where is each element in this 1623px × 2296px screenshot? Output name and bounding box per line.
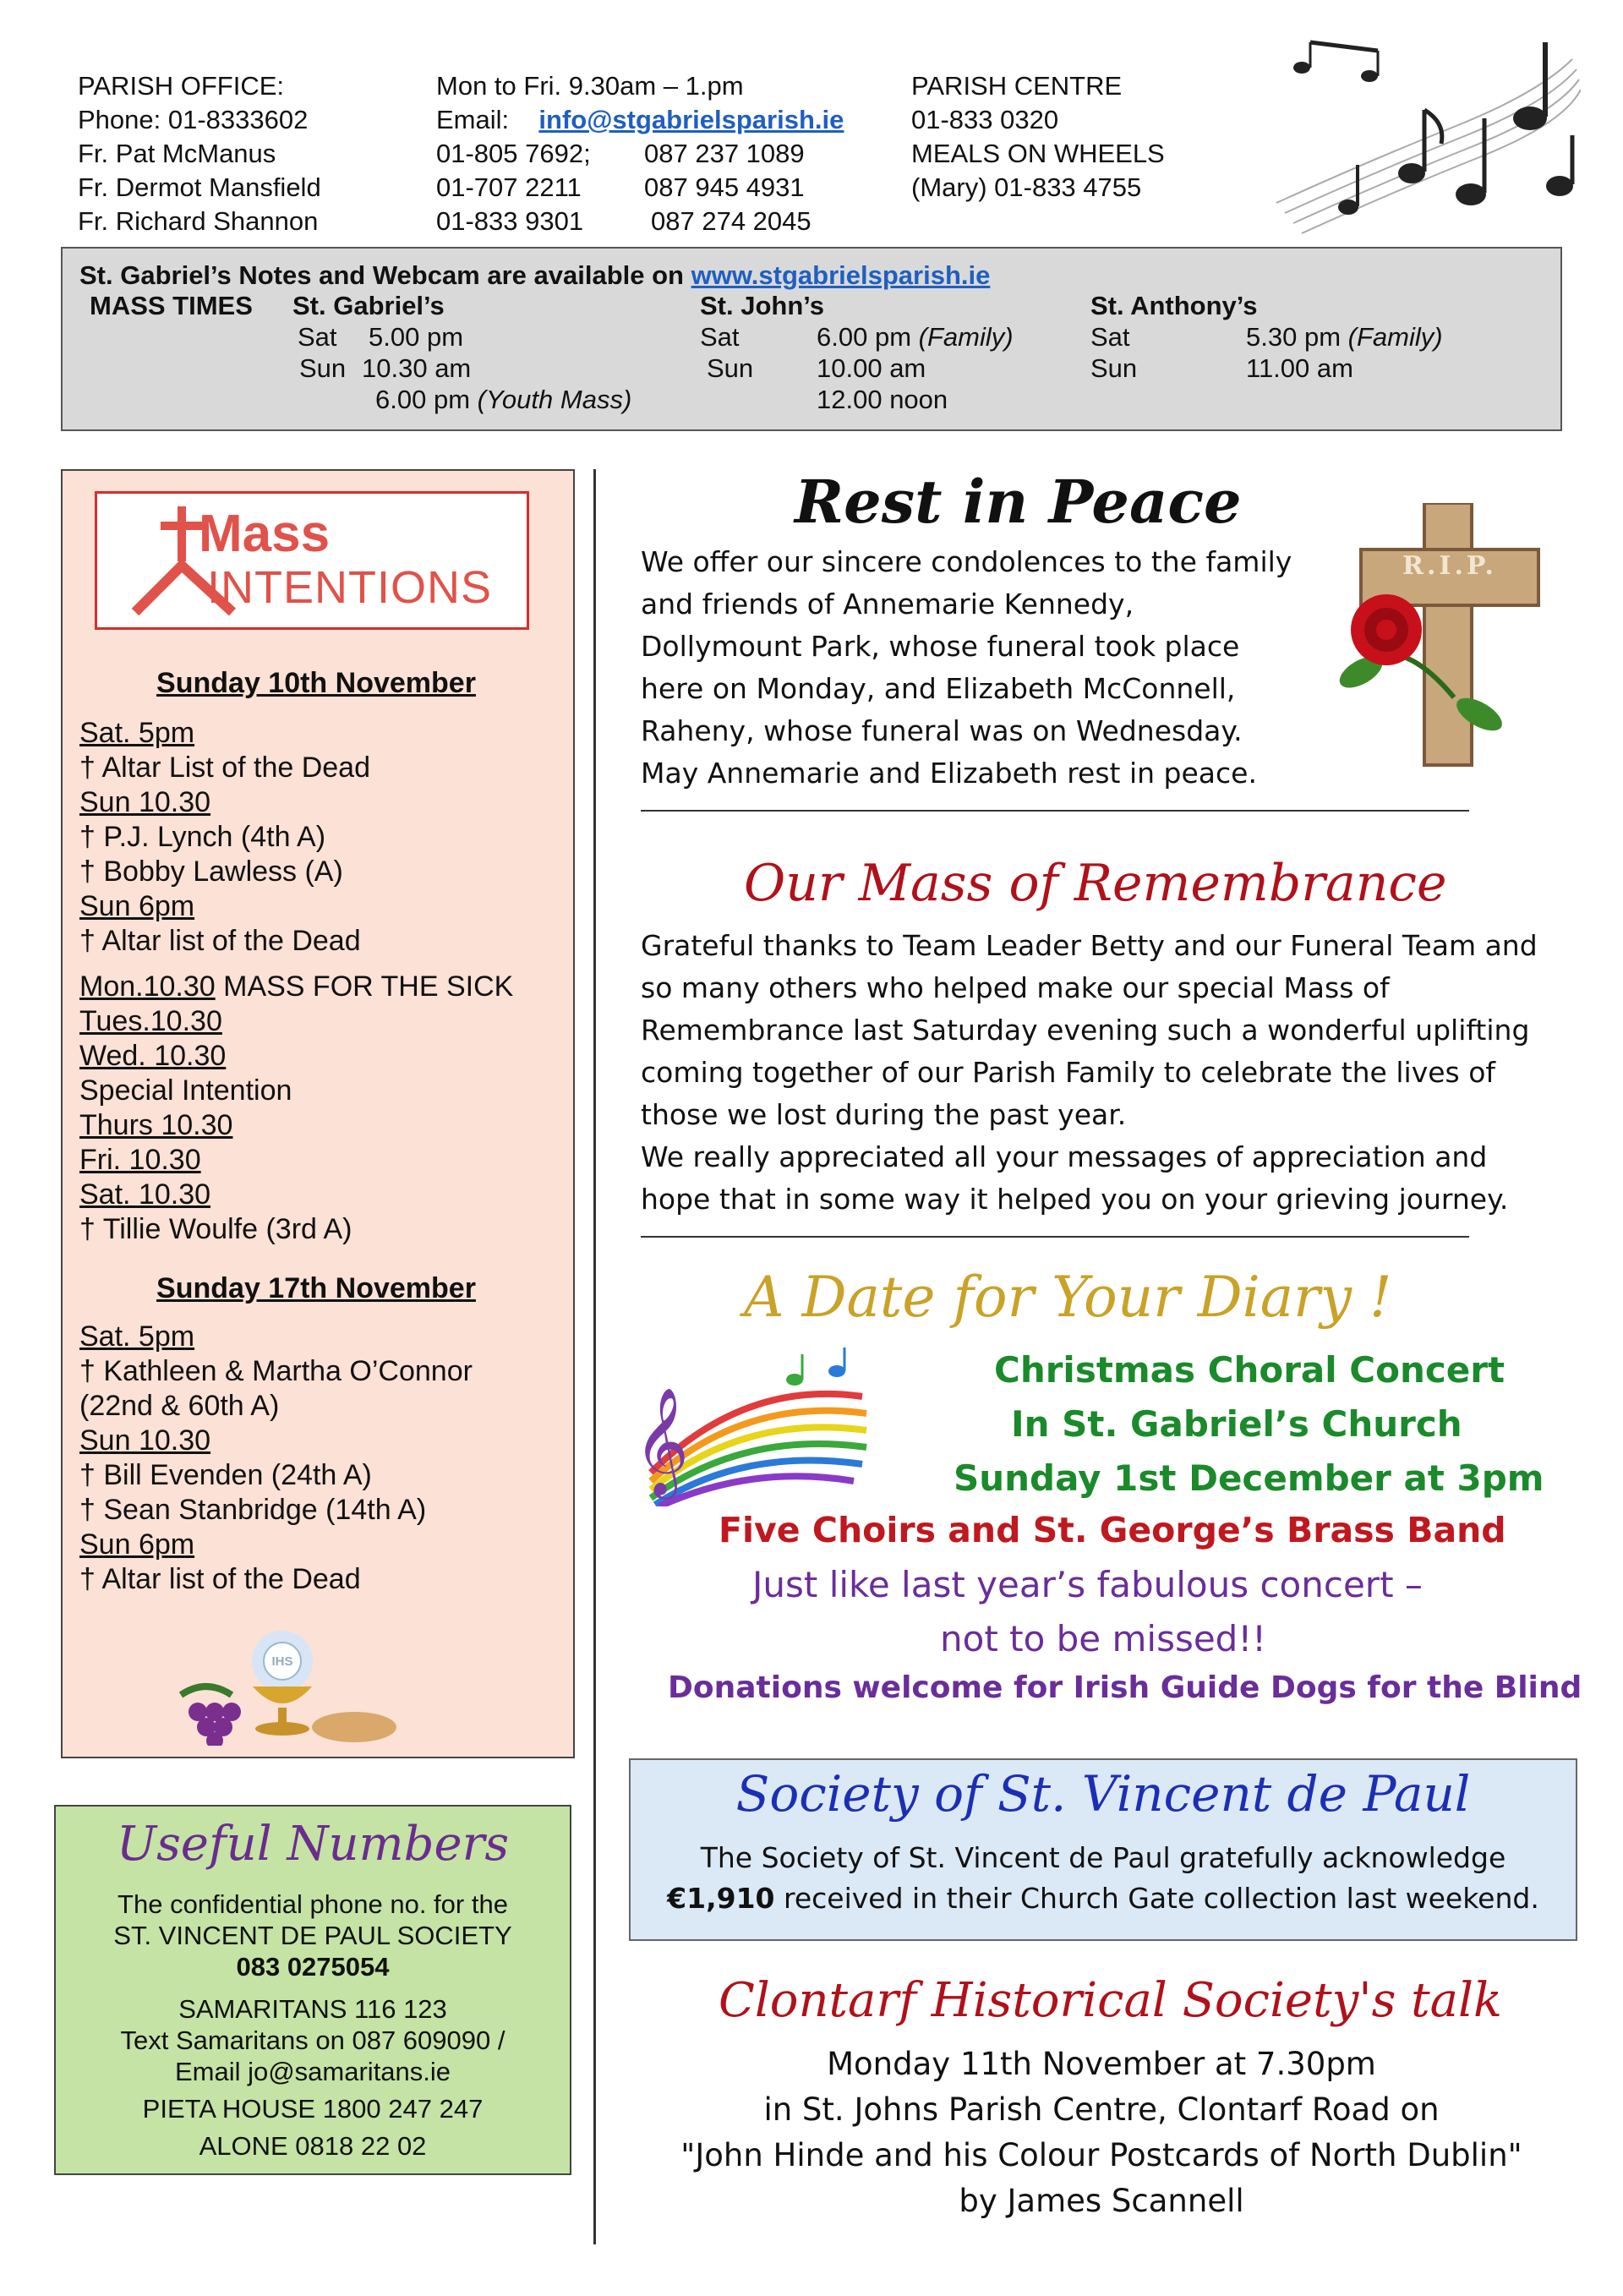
meals-on-wheels-phone: (Mary) 01-833 4755 [911, 172, 1142, 202]
svdp-amount: €1,910 [667, 1882, 775, 1915]
parish-centre-phone: 01-833 0320 [911, 105, 1059, 134]
st-anthonys-sat [1246, 322, 1443, 353]
office-label: PARISH OFFICE: [78, 71, 285, 101]
priest-1: Fr. Pat McManus [78, 139, 276, 168]
office-hours: Mon to Fri. 9.30am – 1.pm [436, 71, 744, 101]
alone-line: ALONE 0818 22 02 [199, 2131, 427, 2161]
svp-phone: 083 0275054 [236, 1952, 390, 1982]
week1-line-6: Sun 6pm [79, 890, 195, 922]
meals-on-wheels-label: MEALS ON WHEELS [911, 139, 1165, 168]
st-anthonys-name: St. Anthony’s [1090, 291, 1258, 320]
svdp-line-2-text: received in their Church Gate collection last weekend. [784, 1882, 1539, 1915]
st-johns-noon: 12.00 noon [817, 385, 948, 414]
weekday-line-2: Wed. 10.30 [79, 1040, 227, 1072]
email-link[interactable]: info@stgabrielsparish.ie [538, 105, 844, 134]
week1-line-4: † P.J. Lynch (4th A) [79, 821, 326, 853]
week1-line-7: † Altar list of the Dead [79, 925, 361, 957]
svdp-title: Society of St. Vincent de Paul [735, 1765, 1471, 1823]
priest-2: Fr. Dermot Mansfield [78, 172, 321, 202]
week1-line-3: Sun 10.30 [79, 786, 211, 818]
useful-line-2: ST. VINCENT DE PAUL SOCIETY [113, 1921, 512, 1950]
remembrance-line-1: Grateful thanks to Team Leader Betty and our Funeral Team and [641, 929, 1538, 962]
st-gabriels-name: St. Gabriel’s [292, 291, 445, 320]
music-rainbow-icon [626, 1346, 879, 1506]
week2-line-8: † Altar list of the Dead [79, 1563, 361, 1595]
rip-cross-rose-icon [1327, 503, 1572, 774]
remembrance-line-5: those we lost during the past year. [641, 1098, 1127, 1131]
mass-intentions-box [61, 469, 575, 1758]
useful-numbers-title: Useful Numbers [116, 1817, 510, 1872]
diary-line-2: In St. Gabriel’s Church [1011, 1403, 1462, 1445]
week2-line-3: (22nd & 60th A) [79, 1390, 280, 1422]
diary-line-5: Just like last year’s fabulous concert – [752, 1564, 1423, 1605]
week1-line-1: Sat. 5pm [79, 717, 195, 749]
st-anthonys-sun-time: 11.00 am [1246, 353, 1353, 383]
week2-line-7: Sun 6pm [79, 1528, 195, 1561]
rip-line-4: here on Monday, and Elizabeth McConnell, [641, 672, 1236, 705]
st-anthonys-sat-time: 5.30 pm [1246, 322, 1342, 352]
monday-time: Mon.10.30 [79, 970, 216, 1003]
pieta-house-line: PIETA HOUSE 1800 247 247 [142, 2094, 484, 2124]
mobile-column [644, 137, 812, 238]
st-gabriels-sat-time: 5.00 pm [369, 322, 464, 352]
rip-line-6: May Annemarie and Elizabeth rest in peace. [641, 757, 1257, 790]
diary-line-6: not to be missed!! [940, 1618, 1267, 1659]
st-gabriels-sun-time: 10.30 am [362, 353, 472, 383]
st-johns-sat-note: (Family) [918, 322, 1014, 352]
weekday-line-5: Fri. 10.30 [79, 1144, 201, 1176]
weekday-line-3: Special Intention [79, 1074, 292, 1107]
st-johns-sun-time: 10.00 am [817, 353, 926, 383]
priest-phone-1: 01-805 7692; [436, 139, 591, 168]
parish-centre-column [911, 69, 1165, 205]
webcam-notice [79, 260, 990, 291]
weekday-line-4: Thurs 10.30 [79, 1109, 233, 1141]
rip-line-2: and friends of Annemarie Kennedy, [641, 588, 1134, 620]
mass-times-box [61, 247, 1562, 431]
weekday-line-6: Sat. 10.30 [79, 1178, 211, 1211]
chalice-bread-grapes-icon [147, 1627, 401, 1746]
week2-heading: Sunday 17th November [156, 1272, 476, 1304]
office-phone: Phone: 01-8333602 [78, 105, 309, 134]
remembrance-line-2: so many others who helped make our special Mass of [641, 971, 1390, 1004]
mass-intentions-logo [95, 491, 529, 630]
svg-text:𝄞: 𝄞 [634, 1386, 690, 1495]
email-row [436, 103, 844, 137]
clontarf-line-4: by James Scannell [959, 2183, 1244, 2219]
clontarf-title: Clontarf Historical Society's talk [719, 1973, 1502, 2028]
diary-line-4: Five Choirs and St. George’s Brass Band [719, 1510, 1506, 1550]
st-johns-sun-day: Sun [707, 353, 754, 383]
svdp-line-1: The Society of St. Vincent de Paul gratefully acknowledge [700, 1841, 1506, 1874]
priest-mobile-2: 087 945 4931 [644, 172, 805, 202]
clontarf-line-3: "John Hinde and his Colour Postcards of North Dublin" [680, 2137, 1522, 2173]
youth-mass-note: (Youth Mass) [477, 385, 632, 414]
website-link[interactable]: www.stgabrielsparish.ie [691, 260, 991, 290]
weekday-line-7: † Tillie Woulfe (3rd A) [79, 1213, 352, 1245]
email-label: Email: [436, 105, 510, 134]
youth-mass-time: 6.00 pm [375, 385, 471, 414]
parish-office-column [78, 69, 321, 238]
st-johns-name: St. John’s [700, 291, 824, 320]
samaritans-line: SAMARITANS 116 123 [178, 1994, 447, 2024]
column-divider [593, 469, 596, 2244]
diary-line-3: Sunday 1st December at 3pm [954, 1457, 1544, 1499]
mass-times-label: MASS TIMES [90, 291, 253, 320]
remembrance-line-3: Remembrance last Saturday evening such a wonderful uplifting [641, 1014, 1530, 1047]
priest-3: Fr. Richard Shannon [78, 206, 319, 236]
useful-numbers-box [54, 1805, 571, 2175]
monday-line [79, 970, 513, 1004]
logo-intentions-word: INTENTIONS [207, 562, 493, 613]
st-gabriels-youth-mass [375, 385, 631, 415]
st-anthonys-sat-note: (Family) [1347, 322, 1443, 352]
logo-mass-word: Mass [199, 505, 331, 563]
divider-rule-2 [641, 1236, 1469, 1238]
week2-line-2: † Kathleen & Martha O’Connor [79, 1355, 473, 1387]
week1-heading: Sunday 10th November [156, 667, 476, 699]
st-johns-sat [817, 322, 1014, 353]
music-notes-icon [1268, 25, 1581, 237]
diary-title: A Date for Your Diary ! [744, 1265, 1392, 1330]
diary-line-7: Donations welcome for Irish Guide Dogs for the Blind [668, 1670, 1582, 1705]
remembrance-title: Our Mass of Remembrance [744, 854, 1447, 913]
remembrance-line-6: We really appreciated all your messages of appreciation and [641, 1140, 1488, 1173]
week2-line-1: Sat. 5pm [79, 1320, 195, 1353]
svdp-box [629, 1758, 1577, 1941]
week2-line-5: † Bill Evenden (24th A) [79, 1459, 372, 1491]
st-gabriels-sun-day: Sun [299, 353, 347, 383]
webcam-notes-text: St. Gabriel’s Notes and Webcam are available on [79, 260, 684, 290]
priest-mobile-1: 087 237 1089 [644, 139, 805, 168]
monday-note: MASS FOR THE SICK [223, 970, 514, 1003]
week1-line-5: † Bobby Lawless (A) [79, 856, 343, 888]
rip-line-1: We offer our sincere condolences to the family [641, 545, 1292, 578]
rip-title: Rest in Peace [795, 467, 1242, 537]
samaritans-email-line: Email jo@samaritans.ie [174, 2057, 451, 2086]
rip-line-5: Raheny, whose funeral was on Wednesday. [641, 714, 1243, 747]
clontarf-line-2: in St. Johns Parish Centre, Clontarf Road on [763, 2091, 1440, 2128]
st-gabriels-sat-day: Sat [298, 322, 337, 352]
divider-rule-1 [641, 810, 1469, 812]
st-anthonys-sun-day: Sun [1090, 353, 1138, 383]
week2-line-4: Sun 10.30 [79, 1424, 211, 1457]
priest-mobile-3: 087 274 2045 [651, 206, 812, 236]
week2-line-6: † Sean Stanbridge (14th A) [79, 1494, 427, 1526]
useful-line-1: The confidential phone no. for the [117, 1889, 508, 1919]
st-johns-sat-day: Sat [700, 322, 740, 352]
diary-line-1: Christmas Choral Concert [994, 1349, 1506, 1391]
priest-phone-3: 01-833 9301 [436, 206, 584, 236]
priest-phone-2: 01-707 2211 [436, 172, 582, 202]
rip-cross-text: R.I.P. [1402, 551, 1497, 581]
rip-line-3: Dollymount Park, whose funeral took place [641, 630, 1240, 663]
remembrance-line-4: coming together of our Parish Family to celebrate the lives of [641, 1056, 1496, 1089]
svdp-line-2 [631, 1882, 1576, 1915]
clontarf-line-1: Monday 11th November at 7.30pm [827, 2046, 1376, 2082]
text-samaritans-line: Text Samaritans on 087 609090 / [120, 2025, 505, 2055]
remembrance-line-7: hope that in some way it helped you on your grieving journey. [641, 1183, 1509, 1216]
st-anthonys-sat-day: Sat [1090, 322, 1130, 352]
chalice-ihs-text: IHS [271, 1654, 293, 1669]
week1-line-2: † Altar List of the Dead [79, 752, 370, 784]
weekday-line-1: Tues.10.30 [79, 1005, 222, 1037]
st-johns-sat-time: 6.00 pm [817, 322, 912, 352]
parish-centre-label: PARISH CENTRE [911, 71, 1123, 101]
